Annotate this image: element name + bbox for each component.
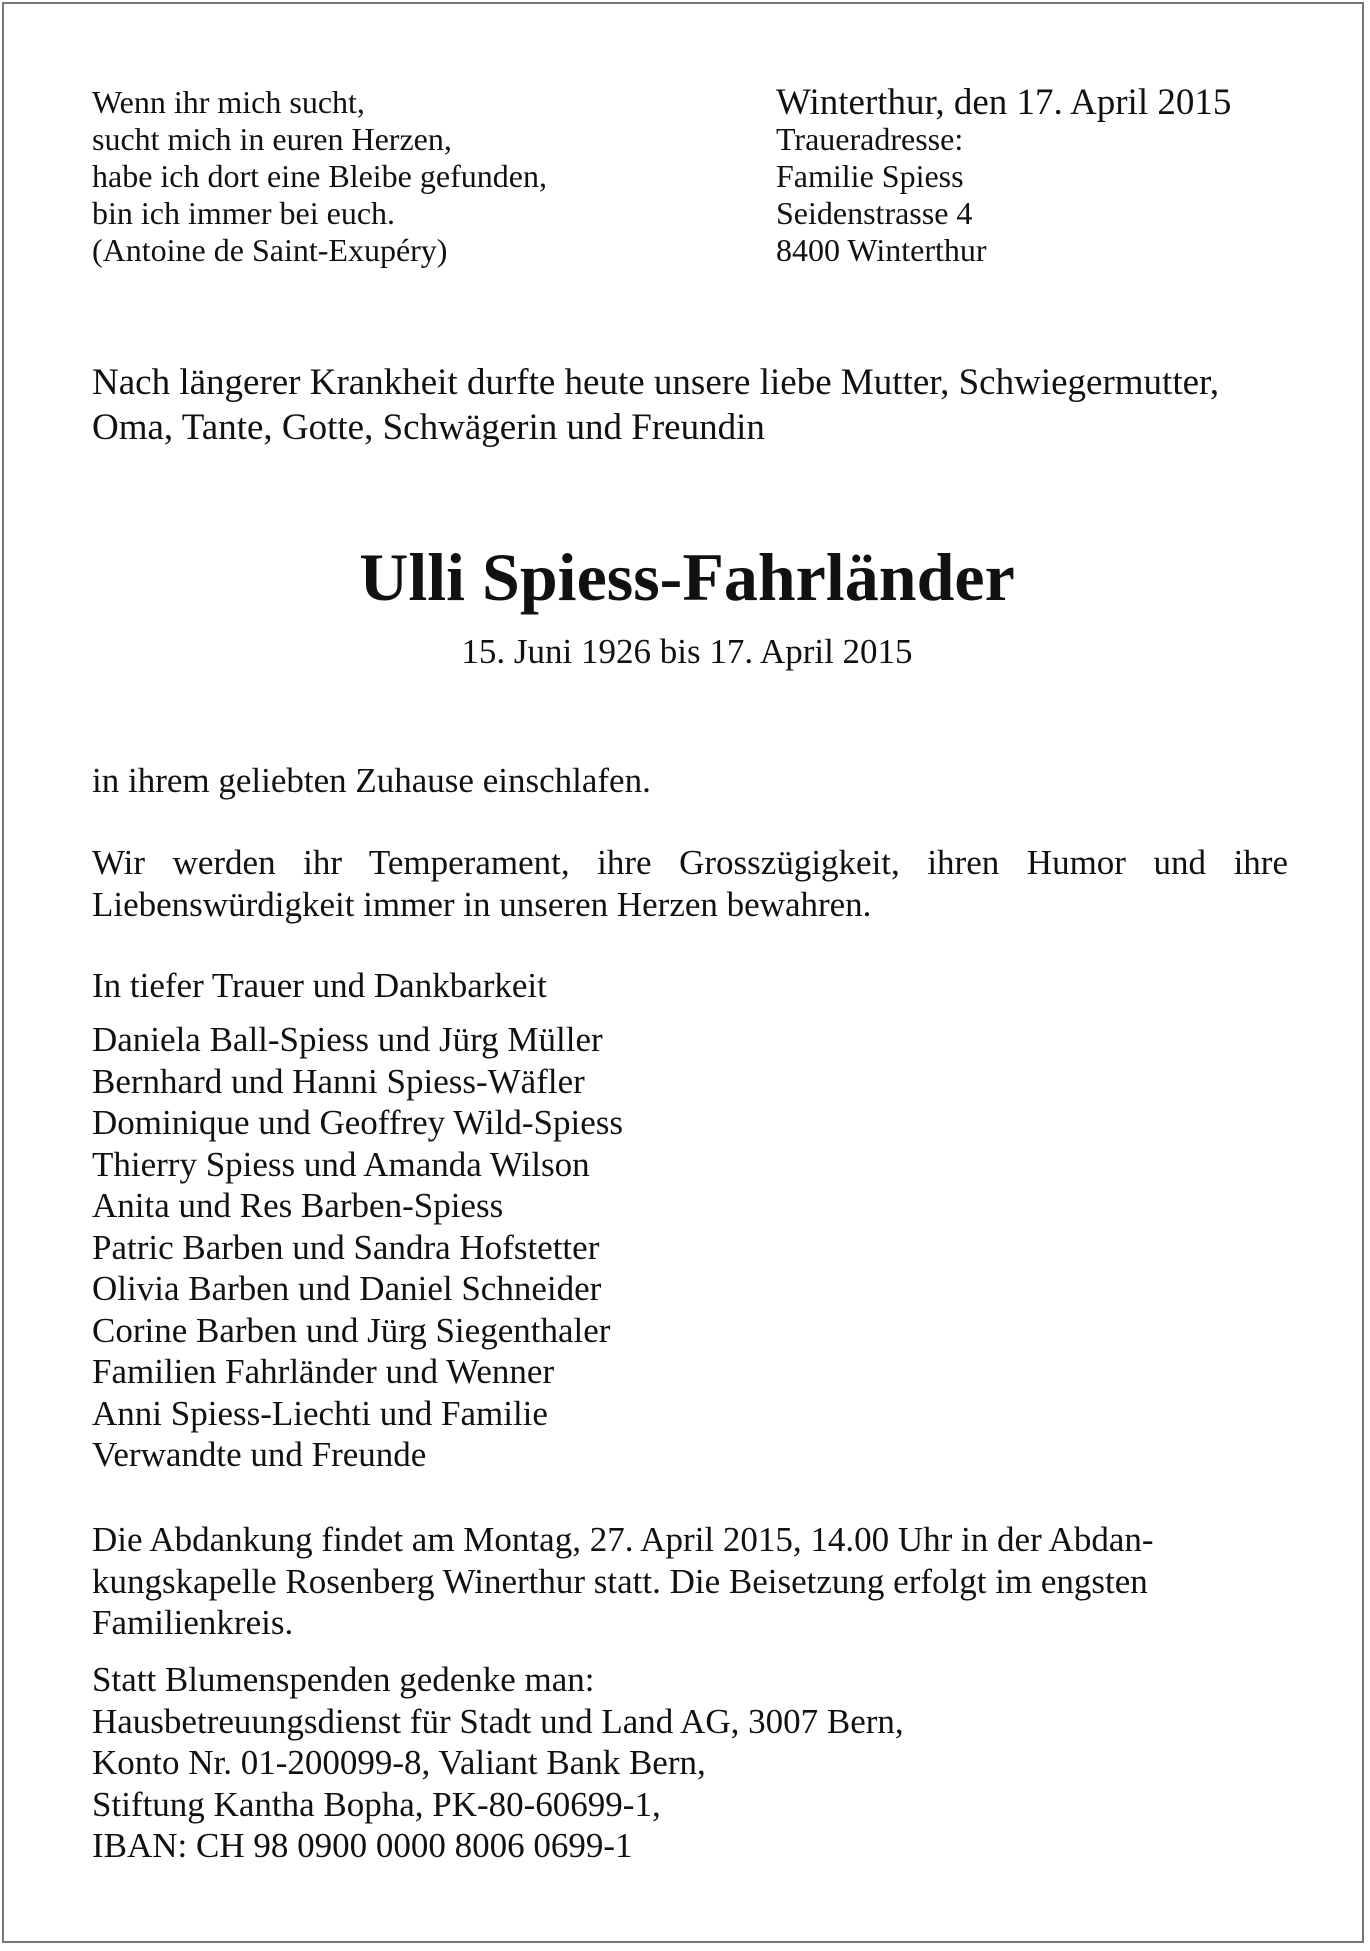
- mourner: Anni Spiess-Liechti und Familie: [92, 1393, 548, 1433]
- mourner: Bernhard und Hanni Spiess-Wäfler: [92, 1061, 585, 1101]
- quote-line: Wenn ihr mich sucht,: [92, 84, 365, 120]
- mourner: Patric Barben und Sandra Hofstetter: [92, 1227, 600, 1267]
- mourner: Corine Barben und Jürg Siegenthaler: [92, 1310, 611, 1350]
- mourner: Thierry Spiess und Amanda Wilson: [92, 1144, 590, 1184]
- tribute-text: Wir werden ihr Temperament, ihre Grosszügigkeit, ihren Humor und ihre Liebenswürdigkeit immer in unseren Herzen bewahren.: [92, 843, 1288, 924]
- quote-block: [92, 84, 547, 269]
- address-line: 8400 Winterthur: [776, 232, 987, 268]
- donation-line: Stiftung Kantha Bopha, PK-80-60699-1,: [92, 1784, 661, 1824]
- passing-text: in ihrem geliebten Zuhause einschlafen.: [92, 761, 651, 800]
- service-line: Die Abdankung findet am Montag, 27. April 2015, 14.00 Uhr in der Abdan-: [92, 1520, 1154, 1559]
- service-text: [92, 1519, 1288, 1644]
- mourner: Daniela Ball-Spiess und Jürg Müller: [92, 1020, 603, 1059]
- quote-attribution: (Antoine de Saint-Exupéry): [92, 232, 448, 268]
- life-dates: 15. Juni 1926 bis 17. April 2015: [461, 632, 913, 671]
- donation-line: Konto Nr. 01-200099-8, Valiant Bank Bern,: [92, 1743, 706, 1782]
- donation-info: [92, 1659, 1288, 1867]
- mourner: Dominique und Geoffrey Wild-Spiess: [92, 1103, 623, 1142]
- donation-line: IBAN: CH 98 0900 0000 8006 0699-1: [92, 1826, 633, 1865]
- service-line: Familienkreis.: [92, 1603, 294, 1642]
- quote-line: bin ich immer bei euch.: [92, 195, 396, 231]
- service-line: kungskapelle Rosenberg Winerthur statt. Die Beisetzung erfolgt im engsten: [92, 1561, 1148, 1601]
- donation-line: Hausbetreuungsdienst für Stadt und Land AG, 3007 Bern,: [92, 1701, 904, 1741]
- obituary-page: [2, 2, 1364, 1943]
- address-line: Familie Spiess: [776, 158, 964, 194]
- quote-line: sucht mich in euren Herzen,: [92, 121, 452, 157]
- mourner: Verwandte und Freunde: [92, 1435, 427, 1474]
- mourner: Anita und Res Barben-Spiess: [92, 1186, 504, 1225]
- dateline: Winterthur, den 17. April 2015: [776, 82, 1232, 123]
- donation-line: Statt Blumenspenden gedenke man:: [92, 1660, 595, 1699]
- mourner: Familien Fahrländer und Wenner: [92, 1352, 555, 1391]
- address-line: Seidenstrasse 4: [776, 195, 973, 231]
- mourning-address: [776, 84, 1231, 269]
- intro-text: Nach längerer Krankheit durfte heute unsere liebe Mutter, Schwiegermutter, Oma, Tante, Gotte, Schwägerin und Freundin: [92, 362, 1220, 448]
- deceased-name: Ulli Spiess-Fahrländer: [359, 539, 1015, 615]
- mourner: Olivia Barben und Daniel Schneider: [92, 1269, 602, 1308]
- mourning-heading: In tiefer Trauer und Dankbarkeit: [92, 966, 547, 1005]
- quote-line: habe ich dort eine Bleibe gefunden,: [92, 158, 547, 194]
- address-line: Traueradresse:: [776, 121, 964, 157]
- mourners-list: [92, 1019, 1288, 1476]
